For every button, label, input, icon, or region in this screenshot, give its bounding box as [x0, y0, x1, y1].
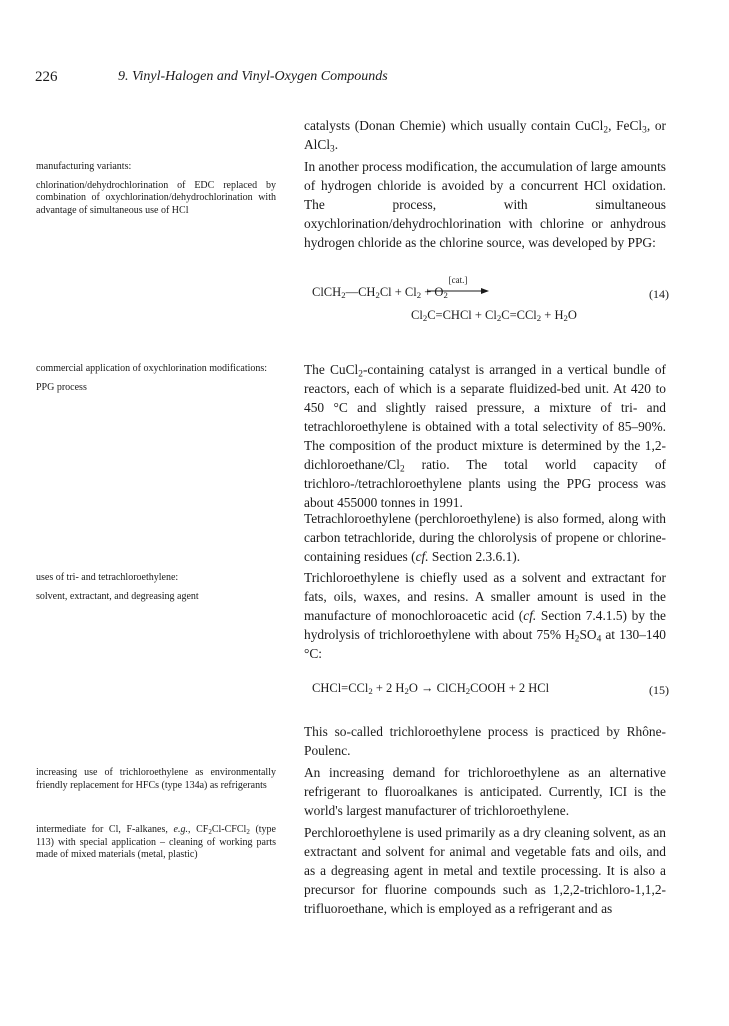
sidenote-body: chlorination/dehydrochlorination of EDC replaced by combination of oxychlorination/dehydrochlorination with advantage of simultaneous use of HCl — [36, 179, 276, 216]
paragraph-catalyst-arrangement: The CuCl$_2$-containing catalyst is arranged in a vertical bundle of reactors, each of which is a separate fluidized-bed unit. At 420 to 450 °C and slightly raised pressure, a mixture of tri- and tetrachloroethylene is obtained with a total selectivity of 85–90%. The composition of the product mixture is determined by the $1,2-dichloroethane/Cl_2$ ratio. The total world capacity of trichloro-/tetrachloroethylene plants using the PPG process was about 455000 tonnes in 1991. — [304, 362, 666, 510]
equation-14-number: (14) — [649, 287, 669, 301]
sidenote-title: manufacturing variants: — [36, 161, 132, 172]
page-number: 226 — [35, 69, 58, 85]
equation-14-reactants: $ClCH_2—CH_2Cl + Cl_2 + O_2$ — [312, 285, 448, 301]
paragraph-perchloroethylene: Perchloroethylene is used primarily as a dry cleaning solvent, as an extractant and solvent for animal and vegetable fats and oils, and as a degreasing agent in metal and textile processing. It is also a precursor for fluorine compounds such as 1,2,2-trichloro-1,1,2- trifluoroethane, which is employed as a refrigerant and as — [304, 825, 666, 916]
sidenote-intermediate — [36, 824, 276, 868]
sidenote-refrigerant — [36, 767, 276, 798]
sidenote-body: intermediate for Cl, F-alkanes, e.g., $CF_2Cl-CFCl_2$ (type 113) with special application – cleaning of working parts made of mixed materials (metal, plastic) — [36, 824, 276, 860]
running-head: 9. Vinyl-Halogen and Vinyl-Oxygen Compounds — [118, 69, 388, 84]
equation-15: CHCl=CCl$_2$ + 2 $H_2O$ → ClCH$_2$COOH + 2 HCl — [312, 681, 550, 697]
sidenote-uses — [36, 572, 276, 609]
paragraph-trichloroethylene-uses: Trichloroethylene is chiefly used as a solvent and extractant for fats, oils, waxes, and resins. A smaller amount is used in the manufacture of monochloroacetic acid (cf. Section 7.4.1.5) by the hydrolysis of trichloroethylene with about 75% $H_2SO_4$ at 130–140 °C: — [304, 570, 666, 661]
sidenote-body: PPG process — [36, 381, 87, 393]
paragraph-tetrachloroethylene: Tetrachloroethylene (perchloroethylene) is also formed, along with carbon tetrachloride, during the chlorolysis of propene or chlorine-containing residues (cf. Section 2.3.6.1). — [304, 511, 666, 564]
sidenote-commercial-application — [36, 363, 276, 400]
sidenote-body: solvent, extractant, and degreasing agent — [36, 590, 199, 602]
catalyst-label: [cat.] — [448, 275, 468, 285]
paragraph-refrigerant-demand: An increasing demand for trichloroethylene as an alternative refrigerant to fluoroalkanes is anticipated. Currently, ICI is the world's largest manufacturer of trichloroethylene. — [304, 765, 666, 818]
sidenote-body: increasing use of trichloroethylene as environmentally friendly replacement for HFCs (type 134a) as refrigerants — [36, 767, 276, 791]
equation-14-products: $Cl_2C=CHCl + Cl_2C=CCl_2 + H_2O$ — [411, 308, 577, 324]
paragraph-catalysts: catalysts (Donan Chemie) which usually contain CuCl$_2$, FeCl$_3$, or AlCl$_3$. — [304, 118, 666, 155]
paragraph-rhone-poulenc: This so-called trichloroethylene process is practiced by Rhône-Poulenc. — [304, 724, 666, 758]
paragraph-process-modification: In another process modification, the accumulation of large amounts of hydrogen chloride is avoided by a concurrent HCl oxidation. The process, with simultaneous oxychlorination/dehydrochlorination with chlorine or anhydrous hydrogen chloride as the chlorine source, was developed by PPG: — [304, 159, 666, 250]
sidenote-title: uses of tri- and tetrachloroethylene: — [36, 572, 179, 583]
reaction-arrow — [427, 275, 489, 299]
arrow-icon — [427, 279, 489, 299]
equation-15-number: (15) — [649, 683, 669, 697]
sidenote-manufacturing-variants — [36, 161, 276, 223]
sidenote-title: commercial application of oxychlorination modifications: — [36, 363, 268, 374]
